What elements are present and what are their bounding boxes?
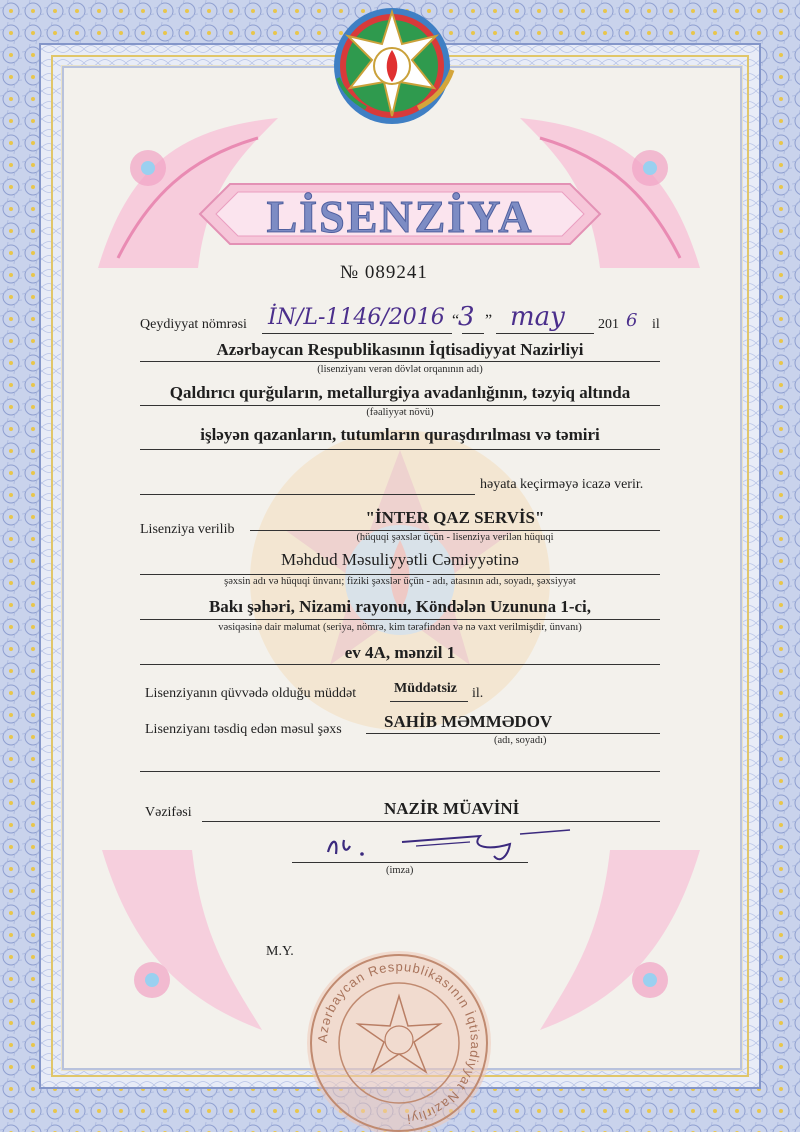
corner-ornament-bottom-right xyxy=(530,840,710,1040)
issuer-caption: (lisenziyanı verən dövlət orqanının adı) xyxy=(317,364,483,375)
official-caption: (adı, soyadı) xyxy=(494,735,547,746)
licensee-caption-3: vəsiqəsinə dair məlumat (seriya, nömrə, kim tərəfindən və nə vaxt verilmişdir, ünvanı) xyxy=(218,622,582,633)
corner-ornament-bottom-left xyxy=(92,840,272,1040)
signature-line xyxy=(292,862,528,863)
signature-caption: (imza) xyxy=(386,865,414,876)
issuer-name: Azərbaycan Respublikasının İqtisadiyyat Nazirliyi xyxy=(216,340,584,359)
validity-line xyxy=(390,701,468,702)
licensee-form-line xyxy=(140,574,660,575)
official-name: SAHİB MƏMMƏDOV xyxy=(384,712,553,731)
license-number xyxy=(340,262,428,284)
registration-month: may xyxy=(510,302,565,332)
activity-suffix: həyata keçirməyə icazə verir. xyxy=(480,477,644,492)
position-value: NAZİR MÜAVİNİ xyxy=(384,799,520,818)
official-line xyxy=(366,733,660,734)
day-open-quote: “ xyxy=(452,312,460,329)
stamp-label: M.Y. xyxy=(266,944,294,959)
year-digit: 6 xyxy=(626,310,638,331)
number-value: 089241 xyxy=(364,262,428,283)
position-label: Vəzifəsi xyxy=(145,805,192,820)
registration-number-line xyxy=(262,333,452,334)
year-suffix: il xyxy=(652,317,660,332)
position-line xyxy=(202,821,660,822)
validity-value: Müddətsiz xyxy=(394,681,457,696)
activity-line-1: Qaldırıcı qurğuların, metallurgiya avadanlığının, təzyiq altında xyxy=(169,383,631,402)
license-title: LİSENZİYA xyxy=(266,191,534,242)
number-sign: № xyxy=(340,262,360,283)
day-close-quote: ” xyxy=(485,312,493,329)
licensee-address-1: Bakı şəhəri, Nizami rayonu, Köndələn Uzununa 1-ci, xyxy=(208,597,592,616)
licensee-address-2: ev 4A, mənzil 1 xyxy=(344,643,456,662)
activity-line-2-rule xyxy=(140,449,660,450)
signature xyxy=(320,826,580,866)
licensee-address-2-line xyxy=(140,664,660,665)
registration-label: Qeydiyyat nömrəsi xyxy=(140,317,247,332)
official-stamp xyxy=(304,948,494,1132)
activity-line-1-rule xyxy=(140,405,660,406)
licensee-address-1-line xyxy=(140,619,660,620)
official-blank-line xyxy=(140,771,660,772)
licensee-name-line xyxy=(250,530,660,531)
year-prefix: 201 xyxy=(598,317,619,332)
licensee-label: Lisenziya verilib xyxy=(140,522,235,537)
activity-line-2: işləyən qazanların, tutumların quraşdırılması və təmiri xyxy=(200,425,600,444)
validity-suffix: il. xyxy=(472,686,484,701)
licensee-name: "İNTER QAZ SERVİS" xyxy=(365,508,545,527)
registration-number: İN/L-1146/2016 xyxy=(268,305,445,330)
issuer-line xyxy=(140,361,660,362)
activity-blank-line xyxy=(140,494,475,495)
licensee-caption-1: (hüquqi şəxslər üçün - lisenziya verilən hüquqi xyxy=(356,532,554,543)
svg-text:Azərbaycan Respublikasının İqt: Azərbaycan Respublikasının İqtisadiyyat Nazirliyi xyxy=(314,958,484,1127)
azerbaijan-emblem-icon xyxy=(330,4,460,134)
licensee-legal-form: Məhdud Məsuliyyətli Cəmiyyətinə xyxy=(281,550,519,569)
month-line xyxy=(496,333,594,334)
registration-day: 3 xyxy=(458,302,475,332)
day-line xyxy=(462,333,484,334)
official-label: Lisenziyanı təsdiq edən məsul şəxs xyxy=(145,722,342,737)
activity-caption: (fəaliyyət növü) xyxy=(366,407,434,418)
licensee-caption-2: şəxsin adı və hüquqi ünvanı; fiziki şəxslər üçün - adı, atasının adı, soyadı, şəxsiyyət xyxy=(224,576,576,587)
validity-label: Lisenziyanın qüvvədə olduğu müddət xyxy=(145,686,357,701)
